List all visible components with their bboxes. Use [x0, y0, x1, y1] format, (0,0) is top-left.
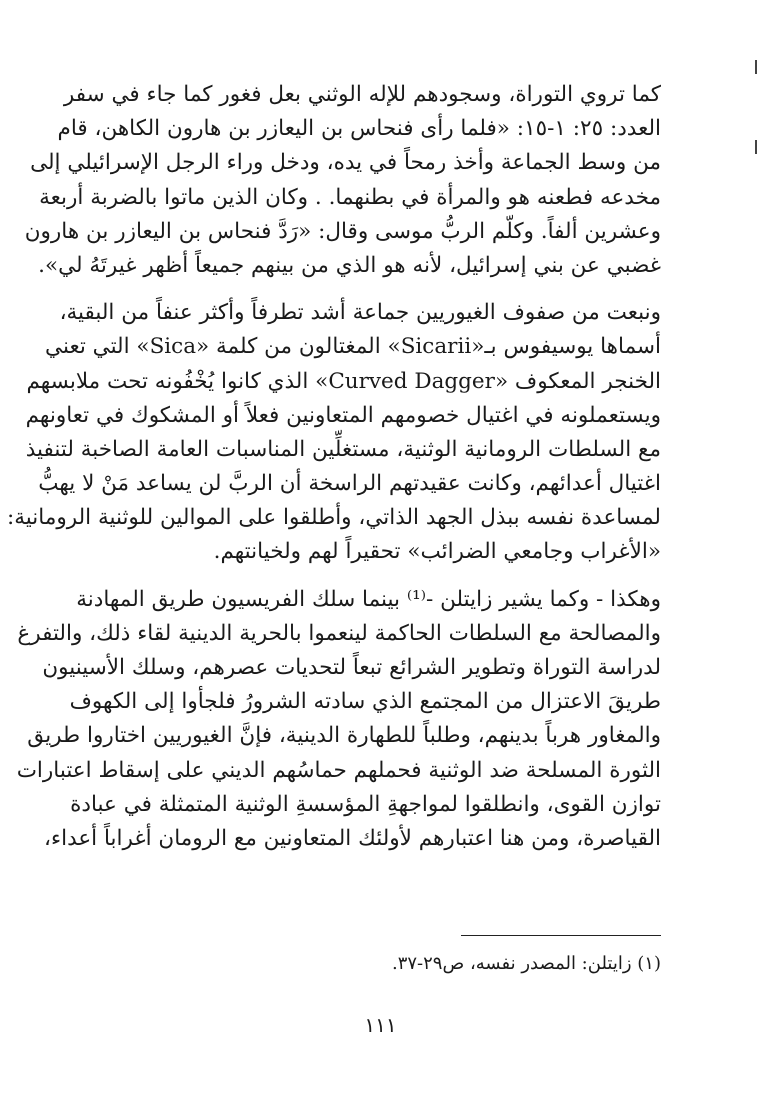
- text-line: طريقَ الاعتزال من المجتمع الذي سادته الشرورُ فلجأوا إلى الكهوف: [69, 689, 661, 715]
- text-line: مخدعه فطعنه هو والمرأة في بطنهما. . وكان الذين ماتوا بالضربة أربعة: [39, 184, 661, 210]
- paragraph-2: [7, 296, 661, 570]
- body-text: [7, 78, 661, 856]
- text-line: والمغاور هرباً بدينهم، وطلباً للطهارة الدينية، فإنَّ الغيوريين اختاروا طريق: [27, 723, 661, 749]
- text-line: القياصرة، ومن هنا اعتبارهم لأولئك المتعاونين مع الرومان أغراباً أعداء،: [44, 825, 661, 851]
- text-line: لدراسة التوراة وتطوير الشرائع تبعاً لتحديات عصرهم، وسلك الأسينيون: [42, 655, 661, 680]
- footnote-divider: [461, 935, 661, 936]
- text-line: من وسط الجماعة وأخذ رمحاً في يده، ودخل وراء الرجل الإسرائيلي إلى: [30, 150, 661, 176]
- text-line: لمساعدة نفسه ببذل الجهد الذاتي، وأطلقوا على الموالين للوثنية الرومانية:: [7, 505, 661, 531]
- text-line: غضبي عن بني إسرائيل، لأنه هو الذي من بينهم جميعاً أظهر غيرتَهُ لي».: [38, 252, 661, 278]
- margin-mark: [755, 140, 757, 154]
- text-line: «الأغراب وجامعي الضرائب» تحقيراً لهم ولخيانتهم.: [213, 539, 661, 565]
- text-line: ويستعملونه في اغتيال خصومهم المتعاونين فعلاً أو المشكوك في تعاونهم: [25, 402, 661, 428]
- text-line: اغتيال أعدائهم، وكانت عقيدتهم الراسخة أن الربَّ لن يساعد مَنْ لا يهبُّ: [38, 471, 661, 497]
- text-line: أسماها يوسيفوس بـ«Sicarii» المغتالون من كلمة «Sica» التي تعني: [45, 334, 661, 360]
- text-line: الثورة المسلحة ضد الوثنية فحملهم حماسُهم الديني على إسقاط اعتبارات: [16, 757, 661, 783]
- paragraph-1: [24, 78, 661, 283]
- text-line: العدد: ٢٥: ١-١٥: «فلما رأى فنحاس بن اليعازر بن هارون الكاهن، قام: [57, 116, 661, 142]
- text-line: مع السلطات الرومانية الوثنية، مستغلِّين المناسبات العامة الصاخبة لتنفيذ: [25, 436, 661, 462]
- paragraph-3: [16, 583, 661, 857]
- text-line: ونبعت من صفوف الغيوريين جماعة أشد تطرفاً وأكثر عنفاً من البقية،: [59, 300, 661, 326]
- text-line: والمصالحة مع السلطات الحاكمة لينعموا بالحرية الدينية لقاء ذلك، والتفرغ: [17, 620, 661, 646]
- text-line: توازن القوى، وانطلقوا لمواجهةِ المؤسسةِ الوثنية المتمثلة في عبادة: [70, 791, 661, 817]
- text-line: الخنجر المعكوف «Curved Dagger» الذي كانوا يُخْفُونه تحت ملابسهم: [26, 368, 661, 394]
- page-number: ١١١: [364, 1013, 397, 1037]
- margin-mark: [755, 60, 757, 74]
- text-line: كما تروي التوراة، وسجودهم للإله الوثني بعل فغور كما جاء في سفر: [63, 82, 661, 107]
- footnote: (١) زايتلن: المصدر نفسه، ص٢٩-٣٧.: [391, 953, 661, 974]
- text-line: وهكذا - وكما يشير زايتلن -⁽¹⁾ بينما سلك الفريسيون طريق المهادنة: [76, 586, 661, 612]
- text-line: وعشرين ألفاً. وكلّم الربُّ موسى وقال: «رَدَّ فنحاس بن اليعازر بن هارون: [24, 218, 661, 244]
